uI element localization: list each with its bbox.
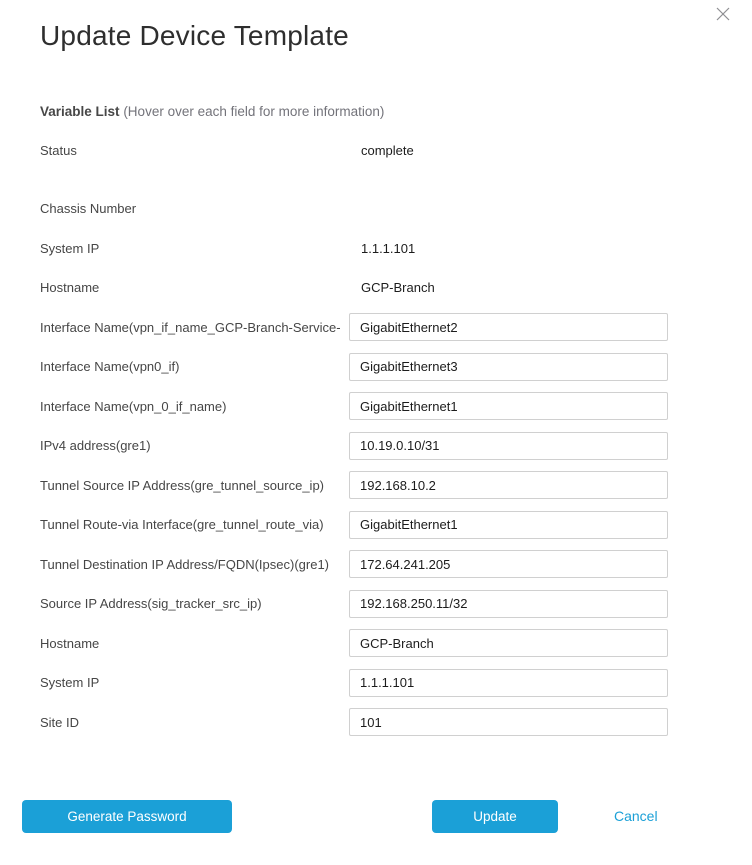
tunnel-source-ip-input[interactable] bbox=[349, 471, 668, 499]
cancel-link[interactable]: Cancel bbox=[614, 800, 658, 833]
close-icon[interactable] bbox=[714, 5, 732, 23]
field-label-source-ip-address: Source IP Address(sig_tracker_src_ip) bbox=[40, 596, 262, 612]
variable-list-header bbox=[40, 104, 712, 120]
interface-name-service-vpn-input[interactable] bbox=[349, 313, 668, 341]
system-ip-input-row bbox=[40, 663, 668, 703]
field-label-interface-name-vpn-0-if-name: Interface Name(vpn_0_if_name) bbox=[40, 398, 227, 414]
interface-name-vpn-0-if-name-row bbox=[40, 387, 668, 427]
interface-name-vpn0-if-row bbox=[40, 347, 668, 387]
ipv4-address-gre1-input[interactable] bbox=[349, 432, 668, 460]
generate-password-button[interactable]: Generate Password bbox=[22, 800, 232, 833]
ipv4-address-gre1-row bbox=[40, 426, 668, 466]
variable-list bbox=[40, 131, 668, 742]
field-label-system-ip: System IP bbox=[40, 240, 100, 256]
field-value-hostname: GCP-Branch bbox=[361, 280, 435, 296]
status-row bbox=[40, 131, 668, 171]
field-label-chassis-number: Chassis Number bbox=[40, 201, 137, 217]
hostname-row bbox=[40, 268, 668, 308]
tunnel-destination-ip-row bbox=[40, 545, 668, 585]
interface-name-vpn-0-if-name-input[interactable] bbox=[349, 392, 668, 420]
source-ip-address-row bbox=[40, 584, 668, 624]
dialog-footer bbox=[0, 800, 752, 834]
tunnel-route-via-interface-input[interactable] bbox=[349, 511, 668, 539]
variable-list-hint: (Hover over each field for more information) bbox=[123, 104, 385, 119]
update-button[interactable]: Update bbox=[432, 800, 558, 833]
system-ip-row bbox=[40, 229, 668, 269]
site-id-row bbox=[40, 703, 668, 743]
interface-name-vpn0-if-input[interactable] bbox=[349, 353, 668, 381]
field-label-interface-name-service-vpn: Interface Name(vpn_if_name_GCP-Branch-Service- bbox=[40, 319, 341, 335]
field-label-tunnel-destination-ip: Tunnel Destination IP Address/FQDN(Ipsec)(gre1) bbox=[40, 556, 330, 572]
field-label-site-id: Site ID bbox=[40, 714, 80, 730]
interface-name-service-vpn-row bbox=[40, 308, 668, 348]
dialog-title: Update Device Template bbox=[40, 20, 349, 51]
field-label-tunnel-route-via-interface: Tunnel Route-via Interface(gre_tunnel_route_via) bbox=[40, 517, 324, 533]
field-label-system-ip-editable: System IP bbox=[40, 675, 100, 691]
tunnel-route-via-interface-row bbox=[40, 505, 668, 545]
field-label-interface-name-vpn0-if: Interface Name(vpn0_if) bbox=[40, 359, 180, 375]
field-label-ipv4-address-gre1: IPv4 address(gre1) bbox=[40, 438, 151, 454]
field-label-tunnel-source-ip: Tunnel Source IP Address(gre_tunnel_source_ip) bbox=[40, 477, 325, 493]
field-label-hostname-editable: Hostname bbox=[40, 635, 100, 651]
hostname-input-row bbox=[40, 624, 668, 664]
tunnel-destination-ip-input[interactable] bbox=[349, 550, 668, 578]
field-value-system-ip: 1.1.1.101 bbox=[361, 240, 416, 256]
field-label-hostname: Hostname bbox=[40, 280, 100, 296]
source-ip-address-input[interactable] bbox=[349, 590, 668, 618]
chassis-number-row bbox=[40, 189, 668, 229]
hostname-input[interactable] bbox=[349, 629, 668, 657]
variable-list-title: Variable List bbox=[40, 104, 120, 119]
field-value-status: complete bbox=[361, 143, 414, 159]
tunnel-source-ip-row bbox=[40, 466, 668, 506]
field-label-status: Status bbox=[40, 143, 77, 159]
system-ip-input[interactable] bbox=[349, 669, 668, 697]
site-id-input[interactable] bbox=[349, 708, 668, 736]
